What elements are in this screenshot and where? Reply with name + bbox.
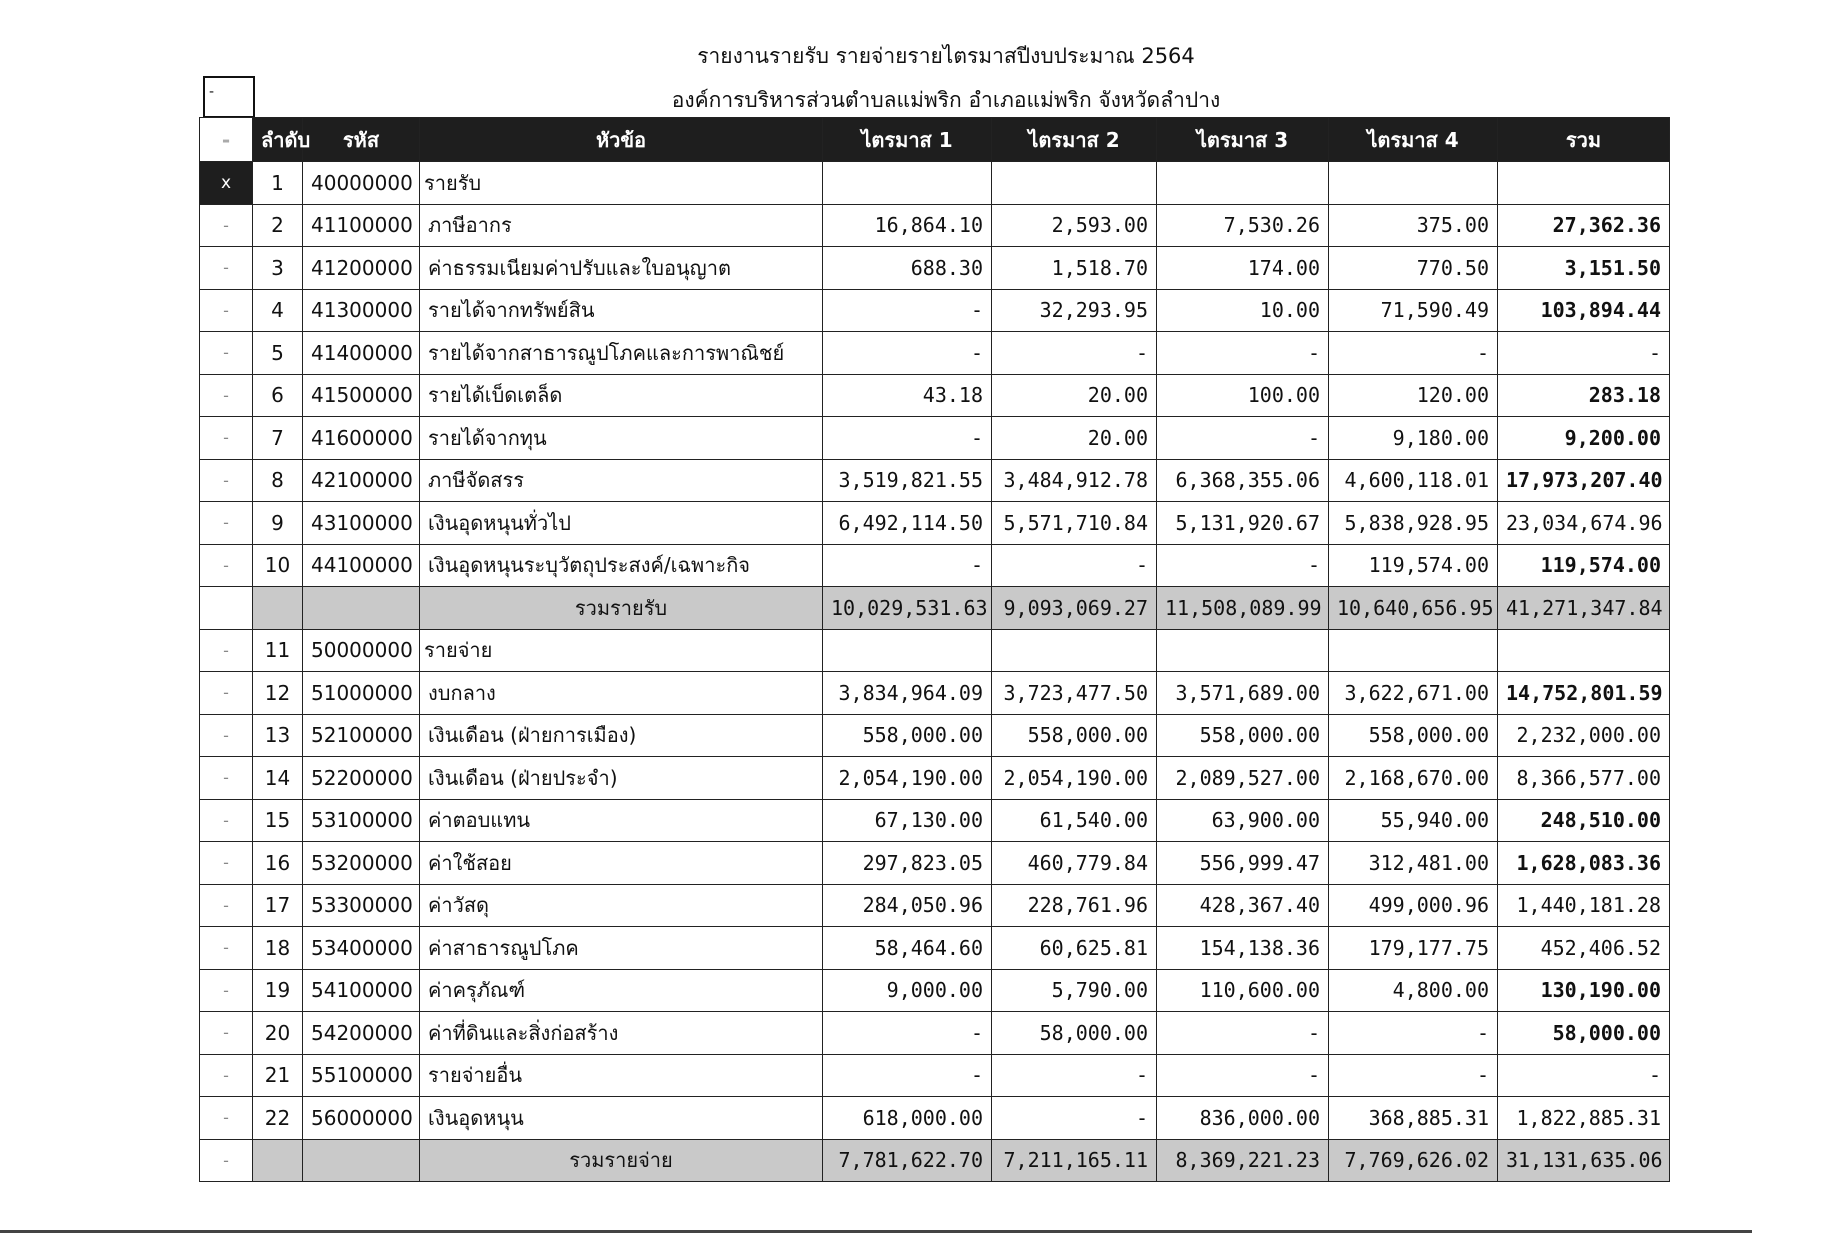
row-item: รายจ่าย [420, 629, 823, 672]
row-seq-empty [253, 1139, 303, 1182]
row-mark: - [200, 502, 253, 545]
cell-total: 41,271,347.84 [1498, 587, 1670, 630]
row-item: ค่าใช้สอย [420, 842, 823, 885]
organization-title: องค์การบริหารส่วนตำบลแม่พริก อำเภอแม่พริก จังหวัดลำปาง [671, 88, 1221, 112]
cell-q4: 2,168,670.00 [1329, 757, 1498, 800]
row-seq: 16 [253, 842, 303, 885]
table-row [200, 289, 1670, 332]
cell-q3: - [1157, 1054, 1329, 1097]
cell-q1: 58,464.60 [823, 927, 992, 970]
cell-q1: 10,029,531.63 [823, 587, 992, 630]
cell-q3: 174.00 [1157, 247, 1329, 290]
row-item: เงินเดือน (ฝ่ายการเมือง) [420, 714, 823, 757]
cell-q2: - [992, 1097, 1157, 1140]
cell-q3: 5,131,920.67 [1157, 502, 1329, 545]
row-mark: - [200, 374, 253, 417]
header-seq: ลำดับ [253, 118, 303, 162]
row-mark: - [200, 332, 253, 375]
cell-total: 1,822,885.31 [1498, 1097, 1670, 1140]
table-row [200, 884, 1670, 927]
cell-total: 31,131,635.06 [1498, 1139, 1670, 1182]
row-seq: 5 [253, 332, 303, 375]
row-code: 53300000 [303, 884, 420, 927]
header-total: รวม [1498, 118, 1670, 162]
header-q3: ไตรมาส 3 [1157, 118, 1329, 162]
row-seq: 6 [253, 374, 303, 417]
cell-total: - [1498, 1054, 1670, 1097]
cell-q2: 60,625.81 [992, 927, 1157, 970]
cell-total: 27,362.36 [1498, 204, 1670, 247]
row-mark: - [200, 1012, 253, 1055]
table-row [200, 204, 1670, 247]
cell-q2 [992, 162, 1157, 205]
row-item: ค่าธรรมเนียมค่าปรับและใบอนุญาต [420, 247, 823, 290]
row-seq: 7 [253, 417, 303, 460]
row-item: ภาษีจัดสรร [420, 459, 823, 502]
cell-total: 130,190.00 [1498, 969, 1670, 1012]
cell-total [1498, 162, 1670, 205]
table-row [200, 1054, 1670, 1097]
header-code: รหัส [303, 118, 420, 162]
row-mark: - [200, 927, 253, 970]
cell-q2: - [992, 1054, 1157, 1097]
row-item: รายได้จากทรัพย์สิน [420, 289, 823, 332]
cell-q4: - [1329, 332, 1498, 375]
row-item: ค่าวัสดุ [420, 884, 823, 927]
row-code-empty [303, 1139, 420, 1182]
cell-q2: 3,723,477.50 [992, 672, 1157, 715]
table-row [200, 757, 1670, 800]
row-mark: - [200, 714, 253, 757]
row-code: 54200000 [303, 1012, 420, 1055]
row-code: 52100000 [303, 714, 420, 757]
table-row [200, 502, 1670, 545]
cell-total: 1,628,083.36 [1498, 842, 1670, 885]
cell-q4: 5,838,928.95 [1329, 502, 1498, 545]
header-q4: ไตรมาส 4 [1329, 118, 1498, 162]
header-q2: ไตรมาส 2 [992, 118, 1157, 162]
cell-total: - [1498, 332, 1670, 375]
row-seq: 15 [253, 799, 303, 842]
row-mark: - [200, 969, 253, 1012]
cell-q1: 67,130.00 [823, 799, 992, 842]
row-mark: - [200, 247, 253, 290]
cell-q1: 558,000.00 [823, 714, 992, 757]
row-mark: - [200, 544, 253, 587]
cell-total: 14,752,801.59 [1498, 672, 1670, 715]
row-code: 40000000 [303, 162, 420, 205]
table-header-row [200, 118, 1670, 162]
table-row [200, 459, 1670, 502]
row-code: 53400000 [303, 927, 420, 970]
cell-q1: - [823, 289, 992, 332]
cell-q3 [1157, 162, 1329, 205]
cell-total: 119,574.00 [1498, 544, 1670, 587]
cell-q4 [1329, 629, 1498, 672]
cell-q2: 460,779.84 [992, 842, 1157, 885]
cell-q2: 9,093,069.27 [992, 587, 1157, 630]
cell-q3: 428,367.40 [1157, 884, 1329, 927]
row-mark: - [200, 289, 253, 332]
total-row [200, 587, 1670, 630]
cell-q2: 20.00 [992, 417, 1157, 460]
table-row [200, 714, 1670, 757]
cell-q2: 61,540.00 [992, 799, 1157, 842]
row-item: เงินอุดหนุนระบุวัตถุประสงค์/เฉพาะกิจ [420, 544, 823, 587]
row-seq: 1 [253, 162, 303, 205]
cell-q1: - [823, 1012, 992, 1055]
cell-q3: 10.00 [1157, 289, 1329, 332]
cell-q2: 5,571,710.84 [992, 502, 1157, 545]
row-mark: - [200, 884, 253, 927]
row-mark: x [200, 162, 253, 205]
cell-q4: - [1329, 1012, 1498, 1055]
row-seq: 12 [253, 672, 303, 715]
cell-q3: 3,571,689.00 [1157, 672, 1329, 715]
cell-total: 283.18 [1498, 374, 1670, 417]
row-mark: - [200, 1139, 253, 1182]
cell-q3: - [1157, 1012, 1329, 1055]
report-table [199, 117, 1670, 1182]
table-row [200, 544, 1670, 587]
cell-q4: 4,800.00 [1329, 969, 1498, 1012]
cell-q2: - [992, 544, 1157, 587]
row-code: 51000000 [303, 672, 420, 715]
table-row [200, 1097, 1670, 1140]
table-row [200, 1012, 1670, 1055]
cell-q4: 4,600,118.01 [1329, 459, 1498, 502]
row-seq: 10 [253, 544, 303, 587]
cell-q1: 3,519,821.55 [823, 459, 992, 502]
row-seq: 2 [253, 204, 303, 247]
row-code: 41500000 [303, 374, 420, 417]
cell-q1: 16,864.10 [823, 204, 992, 247]
table-row [200, 374, 1670, 417]
cell-q2: 32,293.95 [992, 289, 1157, 332]
cell-total: 1,440,181.28 [1498, 884, 1670, 927]
cell-total: 2,232,000.00 [1498, 714, 1670, 757]
cell-q4: 7,769,626.02 [1329, 1139, 1498, 1182]
total-label: รวมรายจ่าย [420, 1139, 823, 1182]
row-seq: 14 [253, 757, 303, 800]
cell-q4: 10,640,656.95 [1329, 587, 1498, 630]
cell-q4: 179,177.75 [1329, 927, 1498, 970]
table-row [200, 969, 1670, 1012]
report-title: รายงานรายรับ รายจ่ายรายไตรมาสปีงบประมาณ 2564 [697, 44, 1195, 68]
row-item: รายได้จากทุน [420, 417, 823, 460]
row-code: 54100000 [303, 969, 420, 1012]
cell-q4: 558,000.00 [1329, 714, 1498, 757]
cell-q1: 43.18 [823, 374, 992, 417]
table-row [200, 247, 1670, 290]
cell-total: 9,200.00 [1498, 417, 1670, 460]
row-code: 56000000 [303, 1097, 420, 1140]
cell-q1: - [823, 544, 992, 587]
cell-total: 23,034,674.96 [1498, 502, 1670, 545]
cell-q2: 7,211,165.11 [992, 1139, 1157, 1182]
cell-q2: - [992, 332, 1157, 375]
row-code: 41400000 [303, 332, 420, 375]
cell-q3: 6,368,355.06 [1157, 459, 1329, 502]
row-mark: - [200, 629, 253, 672]
cell-q3: 836,000.00 [1157, 1097, 1329, 1140]
cell-q2: 3,484,912.78 [992, 459, 1157, 502]
row-seq: 9 [253, 502, 303, 545]
cell-q1: 9,000.00 [823, 969, 992, 1012]
row-mark: - [200, 757, 253, 800]
row-item: งบกลาง [420, 672, 823, 715]
row-code: 43100000 [303, 502, 420, 545]
row-code: 41100000 [303, 204, 420, 247]
row-code: 42100000 [303, 459, 420, 502]
cell-q3: 2,089,527.00 [1157, 757, 1329, 800]
row-code: 44100000 [303, 544, 420, 587]
row-item: ค่าที่ดินและสิ่งก่อสร้าง [420, 1012, 823, 1055]
cell-q4: 55,940.00 [1329, 799, 1498, 842]
row-mark: - [200, 842, 253, 885]
row-mark: - [200, 1097, 253, 1140]
cell-q4: 368,885.31 [1329, 1097, 1498, 1140]
cell-q2: 20.00 [992, 374, 1157, 417]
cell-total: 8,366,577.00 [1498, 757, 1670, 800]
header-mark: - [200, 118, 253, 162]
cell-total: 3,151.50 [1498, 247, 1670, 290]
row-mark: - [200, 459, 253, 502]
row-seq: 22 [253, 1097, 303, 1140]
page-bottom-rule [0, 1230, 1752, 1233]
cell-q1: 7,781,622.70 [823, 1139, 992, 1182]
row-item: ค่าตอบแทน [420, 799, 823, 842]
row-seq: 13 [253, 714, 303, 757]
row-seq: 11 [253, 629, 303, 672]
row-code-empty [303, 587, 420, 630]
cell-total [1498, 629, 1670, 672]
row-seq: 19 [253, 969, 303, 1012]
cell-q3: 8,369,221.23 [1157, 1139, 1329, 1182]
cell-q1: 688.30 [823, 247, 992, 290]
table-row [200, 927, 1670, 970]
row-code: 52200000 [303, 757, 420, 800]
cell-q1: 3,834,964.09 [823, 672, 992, 715]
row-item: ภาษีอากร [420, 204, 823, 247]
cell-q2 [992, 629, 1157, 672]
row-mark: - [200, 799, 253, 842]
cell-q1: - [823, 332, 992, 375]
cell-q1: 6,492,114.50 [823, 502, 992, 545]
table-row [200, 799, 1670, 842]
row-seq: 20 [253, 1012, 303, 1055]
cell-q4: 119,574.00 [1329, 544, 1498, 587]
cell-q4: 770.50 [1329, 247, 1498, 290]
row-seq: 3 [253, 247, 303, 290]
cell-q1: - [823, 417, 992, 460]
row-code: 55100000 [303, 1054, 420, 1097]
cell-q4: 9,180.00 [1329, 417, 1498, 460]
cell-total: 248,510.00 [1498, 799, 1670, 842]
cell-q2: 2,054,190.00 [992, 757, 1157, 800]
cell-q3: 556,999.47 [1157, 842, 1329, 885]
cell-q4: 3,622,671.00 [1329, 672, 1498, 715]
cell-q1: 618,000.00 [823, 1097, 992, 1140]
cell-total: 58,000.00 [1498, 1012, 1670, 1055]
header-q1: ไตรมาส 1 [823, 118, 992, 162]
table-row [200, 672, 1670, 715]
row-mark: - [200, 672, 253, 715]
row-seq: 4 [253, 289, 303, 332]
table-row [200, 332, 1670, 375]
row-item: รายรับ [420, 162, 823, 205]
cell-q3: 100.00 [1157, 374, 1329, 417]
row-seq: 21 [253, 1054, 303, 1097]
row-item: เงินอุดหนุนทั่วไป [420, 502, 823, 545]
cell-q3: 11,508,089.99 [1157, 587, 1329, 630]
total-label: รวมรายรับ [420, 587, 823, 630]
cell-q4: 71,590.49 [1329, 289, 1498, 332]
cell-q3: - [1157, 544, 1329, 587]
cell-q4: 120.00 [1329, 374, 1498, 417]
cell-q3: 154,138.36 [1157, 927, 1329, 970]
row-code: 53100000 [303, 799, 420, 842]
cell-q1 [823, 629, 992, 672]
cell-q1: 297,823.05 [823, 842, 992, 885]
cell-q3 [1157, 629, 1329, 672]
cell-q2: 5,790.00 [992, 969, 1157, 1012]
cell-q4: - [1329, 1054, 1498, 1097]
row-mark: - [200, 1054, 253, 1097]
row-item: รายจ่ายอื่น [420, 1054, 823, 1097]
cell-q3: - [1157, 417, 1329, 460]
row-item: รายได้เบ็ดเตล็ด [420, 374, 823, 417]
row-item: เงินอุดหนุน [420, 1097, 823, 1140]
row-seq: 8 [253, 459, 303, 502]
row-code: 41300000 [303, 289, 420, 332]
cell-q4: 375.00 [1329, 204, 1498, 247]
cell-q1 [823, 162, 992, 205]
row-item: รายได้จากสาธารณูปโภคและการพาณิชย์ [420, 332, 823, 375]
row-seq: 18 [253, 927, 303, 970]
corner-mark-cell: - [203, 76, 255, 118]
cell-q2: 1,518.70 [992, 247, 1157, 290]
cell-q1: 284,050.96 [823, 884, 992, 927]
row-code: 50000000 [303, 629, 420, 672]
table-row [200, 162, 1670, 205]
row-seq: 17 [253, 884, 303, 927]
row-item: ค่าสาธารณูปโภค [420, 927, 823, 970]
row-item: เงินเดือน (ฝ่ายประจำ) [420, 757, 823, 800]
cell-q1: 2,054,190.00 [823, 757, 992, 800]
total-row [200, 1139, 1670, 1182]
row-mark [200, 587, 253, 630]
table-row [200, 629, 1670, 672]
cell-q4: 312,481.00 [1329, 842, 1498, 885]
cell-q3: 110,600.00 [1157, 969, 1329, 1012]
row-code: 41200000 [303, 247, 420, 290]
cell-q2: 558,000.00 [992, 714, 1157, 757]
cell-q4 [1329, 162, 1498, 205]
cell-q3: 63,900.00 [1157, 799, 1329, 842]
row-mark: - [200, 204, 253, 247]
table-row [200, 417, 1670, 460]
cell-q1: - [823, 1054, 992, 1097]
row-item: ค่าครุภัณฑ์ [420, 969, 823, 1012]
row-mark: - [200, 417, 253, 460]
cell-q4: 499,000.96 [1329, 884, 1498, 927]
row-seq-empty [253, 587, 303, 630]
cell-q2: 228,761.96 [992, 884, 1157, 927]
row-code: 41600000 [303, 417, 420, 460]
cell-q3: - [1157, 332, 1329, 375]
header-item: หัวข้อ [420, 118, 823, 162]
cell-q3: 558,000.00 [1157, 714, 1329, 757]
cell-q2: 2,593.00 [992, 204, 1157, 247]
cell-q3: 7,530.26 [1157, 204, 1329, 247]
cell-q2: 58,000.00 [992, 1012, 1157, 1055]
row-code: 53200000 [303, 842, 420, 885]
table-row [200, 842, 1670, 885]
cell-total: 103,894.44 [1498, 289, 1670, 332]
cell-total: 17,973,207.40 [1498, 459, 1670, 502]
cell-total: 452,406.52 [1498, 927, 1670, 970]
